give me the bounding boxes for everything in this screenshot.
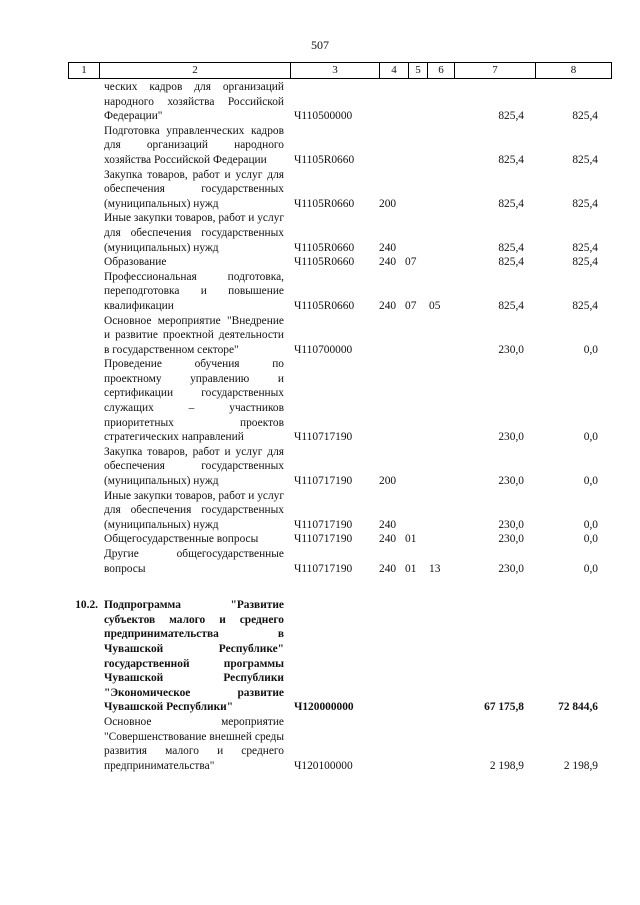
row-code: Ч110500000	[294, 110, 353, 123]
row-number	[68, 168, 102, 212]
page-number: 507	[311, 38, 329, 52]
row-name: Иные закупки товаров, работ и услуг для обеспечения государственных (муниципальных) нужд	[104, 489, 285, 531]
row-code: Ч110717190	[294, 431, 353, 444]
row-number	[68, 489, 102, 533]
table-row	[68, 532, 612, 547]
row-number	[68, 532, 102, 547]
row-col-6: 05	[429, 299, 441, 312]
row-amount-7: 825,4	[498, 256, 524, 269]
row-amount-7: 825,4	[498, 153, 524, 166]
row-amount-8: 72 844,6	[558, 701, 598, 714]
header-col-5: 5	[409, 63, 428, 78]
table-row	[68, 445, 612, 489]
row-number	[68, 314, 102, 358]
row-col-4: 200	[379, 475, 397, 488]
row-number	[68, 80, 102, 124]
row-amount-8: 825,4	[572, 241, 598, 254]
row-amount-8: 0,0	[583, 343, 598, 356]
row-col-4: 240	[379, 299, 397, 312]
row-code: Ч110717190	[294, 533, 353, 546]
table-row	[68, 547, 612, 576]
table-body	[68, 80, 612, 773]
header-col-2: 2	[100, 63, 291, 78]
row-col-4: 240	[379, 256, 397, 269]
row-code: Ч110700000	[294, 343, 353, 356]
row-name: Проведение обучения по проектному управлению и сертификации государственных служащих – участников приоритетных проектов стратегических направлений	[104, 358, 284, 444]
row-code: Ч110717190	[294, 475, 353, 488]
row-col-5: 07	[405, 299, 417, 312]
row-amount-7: 230,0	[498, 343, 524, 356]
header-col-6: 6	[428, 63, 455, 78]
table-row	[68, 80, 612, 124]
header-col-8: 8	[570, 64, 577, 76]
row-col-4: 240	[379, 241, 397, 254]
row-name: Профессиональная подготовка, переподготовка и повышение квалификации	[104, 270, 284, 312]
row-number	[68, 255, 102, 270]
row-name: Подготовка управленческих кадров для организаций народного хозяйства Российской Федерации	[104, 124, 284, 166]
row-amount-7: 825,4	[498, 299, 524, 312]
table-row	[68, 715, 612, 773]
row-number	[68, 445, 102, 489]
row-amount-7: 825,4	[498, 110, 524, 123]
row-code: Ч1105R0660	[294, 299, 355, 312]
row-name: Иные закупки товаров, работ и услуг для обеспечения государственных (муниципальных) нужд	[104, 212, 285, 254]
table-header	[68, 62, 612, 79]
row-amount-8: 0,0	[583, 431, 598, 444]
row-code: Ч1105R0660	[294, 241, 355, 254]
row-amount-8: 0,0	[583, 518, 598, 531]
row-amount-7: 825,4	[498, 241, 524, 254]
table-row	[68, 168, 612, 212]
table-row	[68, 598, 612, 715]
table-row	[68, 270, 612, 314]
row-number	[68, 211, 102, 255]
row-amount-7: 230,0	[498, 431, 524, 444]
row-code: Ч1105R0660	[294, 153, 355, 166]
row-name: Подпрограмма "Развитие субъектов малого и среднего предпринимательства в Чувашской Республике" государственной программы Чувашской Республики "Экономическое развитие Чувашской Республики"	[104, 599, 284, 714]
table-row	[68, 489, 612, 533]
row-code: Ч1105R0660	[294, 197, 355, 210]
table-row	[68, 255, 612, 270]
row-number	[68, 547, 102, 576]
row-number: 10.2.	[75, 599, 98, 612]
table-row	[68, 314, 612, 358]
row-amount-8: 825,4	[572, 256, 598, 269]
row-amount-7: 230,0	[498, 562, 524, 575]
row-amount-7: 67 175,8	[484, 701, 524, 714]
row-name: Основное мероприятие "Внедрение и развитие проектной деятельности в государственном секторе"	[104, 314, 284, 356]
row-name: Образование	[104, 256, 167, 269]
row-amount-8: 0,0	[583, 562, 598, 575]
row-name: ческих кадров для организаций народного хозяйства Российской Федерации"	[104, 81, 284, 123]
row-code: Ч120000000	[294, 701, 354, 714]
row-amount-8: 2 198,9	[563, 759, 598, 772]
row-amount-8: 0,0	[583, 475, 598, 488]
row-amount-7: 825,4	[498, 197, 524, 210]
header-col-3: 3	[291, 63, 380, 78]
row-name: Другие общегосударственные вопросы	[104, 548, 284, 575]
row-col-4: 240	[379, 518, 397, 531]
row-number	[68, 124, 102, 168]
row-amount-8: 825,4	[572, 153, 598, 166]
table-row	[68, 357, 612, 445]
row-col-5: 01	[405, 533, 417, 546]
row-code: Ч1105R0660	[294, 256, 355, 269]
section-gap	[68, 576, 612, 598]
table-row	[68, 124, 612, 168]
row-amount-8: 825,4	[572, 299, 598, 312]
row-amount-8: 825,4	[572, 197, 598, 210]
row-amount-7: 230,0	[498, 533, 524, 546]
row-amount-7: 230,0	[498, 475, 524, 488]
row-amount-7: 2 198,9	[489, 759, 524, 772]
row-number	[68, 715, 102, 773]
header-col-4: 4	[380, 63, 409, 78]
row-name: Основное мероприятие "Совершенствование внешней среды развития малого и среднего предпринимательства"	[104, 715, 284, 772]
row-amount-8: 825,4	[572, 110, 598, 123]
row-col-4: 240	[379, 533, 397, 546]
row-amount-7: 230,0	[498, 518, 524, 531]
row-code: Ч110717190	[294, 562, 353, 575]
header-col-7: 7	[455, 63, 536, 78]
row-col-5: 01	[405, 562, 417, 575]
row-col-4: 200	[379, 197, 397, 210]
row-code: Ч120100000	[294, 759, 353, 772]
row-code: Ч110717190	[294, 518, 353, 531]
row-col-4: 240	[379, 562, 397, 575]
header-col-1: 1	[69, 63, 100, 78]
row-name: Закупка товаров, работ и услуг для обеспечения государственных (муниципальных) нужд	[104, 445, 284, 488]
row-number	[68, 357, 102, 445]
row-col-5: 07	[405, 256, 417, 269]
table-row	[68, 211, 612, 255]
row-name: Закупка товаров, работ и услуг для обеспечения государственных (муниципальных) нужд	[104, 168, 284, 210]
row-amount-8: 0,0	[583, 533, 598, 546]
row-col-6: 13	[429, 562, 441, 575]
row-number	[68, 270, 102, 314]
row-name: Общегосударственные вопросы	[104, 533, 259, 546]
